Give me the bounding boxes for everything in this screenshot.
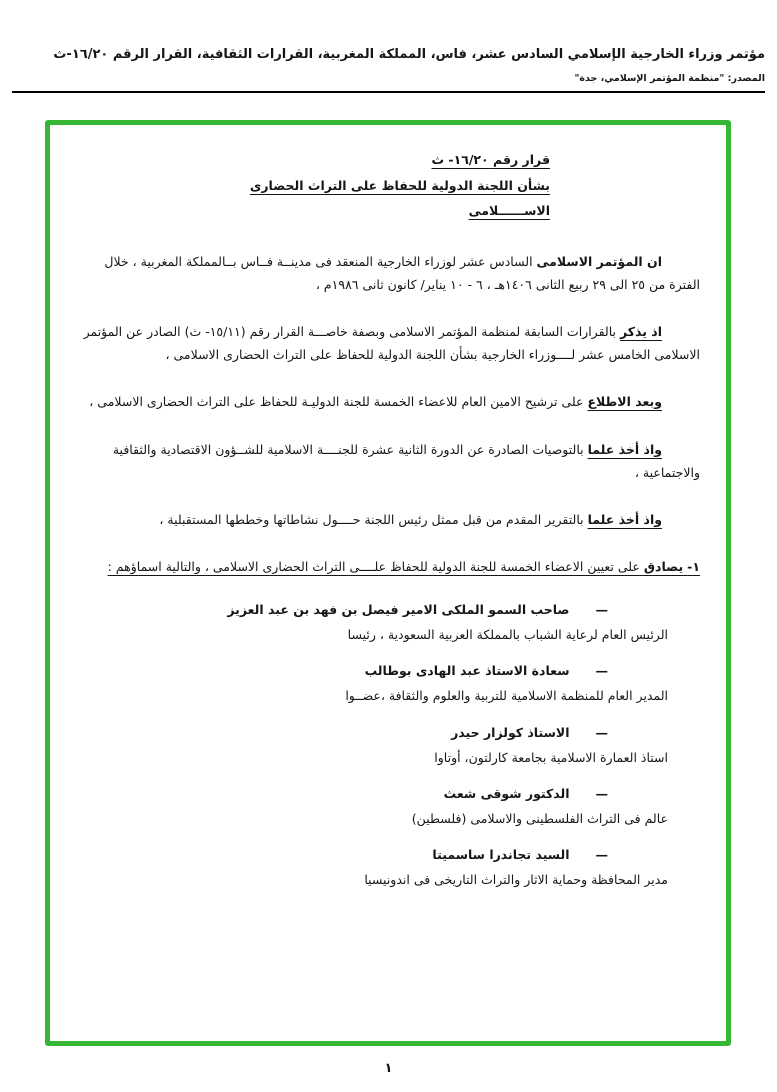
- member-item: [80, 598, 700, 646]
- paragraph-lead: ان المؤتمر الاسلامى: [536, 253, 662, 269]
- recommendations-paragraph: [80, 438, 700, 484]
- conference-header-title: مؤتمر وزراء الخارجية الإسلامي السادس عشر، فاس، المملكة المغربية، القرارات الثقافية، القرار الرقم ١٦/٢٠-ث: [53, 47, 765, 62]
- source-header-block: [0, 0, 777, 93]
- paragraph-text: بالتقرير المقدم من قبل ممثل رئيس اللجنة حــــول نشاطاتها وخططها المستقبلية ،: [159, 511, 584, 527]
- document-highlight-frame: [45, 120, 731, 1046]
- member-role: المدير العام للمنظمة الاسلامية للتربية والعلوم والثقافة ،عضــوا: [345, 688, 668, 704]
- paragraph-lead: وبعد الاطلاع: [587, 394, 662, 410]
- paragraph-text: بالتوصيات الصادرة عن الدورة الثانية عشرة للجنــــة الاسلامية للشــؤون الاقتصادية والثقافية والاجتماعية ،: [112, 441, 700, 480]
- member-item: [80, 721, 700, 769]
- dash-icon: —: [595, 602, 608, 617]
- report-paragraph: [80, 508, 700, 531]
- header-divider: [12, 91, 765, 93]
- member-name: الاستاذ كولزار حيدر: [451, 724, 570, 740]
- nomination-paragraph: [80, 390, 700, 413]
- resolution-subject-line-2: الاســــــلامى: [468, 203, 550, 219]
- paragraph-text: بالقرارات السابقة لمنظمة المؤتمر الاسلامى وبصفة خاصـــة القرار رقم (١٥/١١- ث) الصادر عن المؤتمر الاسلامى الخامس عشر لــــوزراء الخارجية بشأن اللجنة الدولية للحفاظ على التراث الحضارى الاسلامى ،: [83, 324, 700, 363]
- resolution-number-line: قرار رقم ١٦/٢٠- ث: [431, 152, 550, 167]
- resolution-body: [80, 147, 700, 891]
- member-item: [80, 843, 700, 891]
- page-number: ١: [384, 1061, 393, 1076]
- member-item: [80, 659, 700, 707]
- operative-clause: [80, 555, 700, 578]
- paragraph-text: على ترشيح الامين العام للاعضاء الخمسة للجنة الدوليـة للحفاظ على التراث الحضارى الاسلامى ،: [89, 394, 584, 410]
- member-name: سعادة الاستاذ عبد الهادى بوطالب: [364, 663, 570, 679]
- paragraph-lead: واذ أخذ علما: [587, 441, 662, 457]
- session-paragraph: [80, 250, 700, 296]
- member-role: عالم فى التراث الفلسطينى والاسلامى (فلسطين): [411, 810, 668, 826]
- source-attribution: المصدر: "منظمة المؤتمر الإسلامي، جدة": [574, 73, 765, 85]
- member-name: صاحب السمو الملكى الامير فيصل بن فهد بن عبد العزيز: [227, 602, 570, 617]
- dash-icon: —: [595, 847, 608, 862]
- recalling-paragraph: [80, 320, 700, 366]
- clause-number: ١-: [687, 558, 700, 574]
- dash-icon: —: [595, 724, 608, 740]
- paragraph-text: السادس عشر لوزراء الخارجية المنعقد فى مدينــة فــاس بــالمملكة المغربية ، خلال الفترة من ٢٥ الى ٢٩ ربيع الثانى ١٤٠٦هـ ، ٦ - ١٠ يناير/ كانون ثانى ١٩٨٦م ،: [104, 253, 700, 292]
- paragraph-lead: واذ أخذ علما: [587, 511, 662, 527]
- member-name: الدكتور شوقى شعث: [443, 785, 570, 801]
- member-item: [80, 782, 700, 830]
- paragraph-lead: اذ يذكر: [619, 324, 662, 340]
- clause-text: على تعيين الاعضاء الخمسة للجنة الدولية للحفاظ علــــى التراث الحضارى الاسلامى ، والتالية اسماؤهم :: [107, 558, 640, 574]
- resolution-subject-line: بشأن اللجنة الدولية للحفاظ على التراث الحضارى: [249, 177, 550, 193]
- resolution-title-block: [80, 147, 550, 224]
- dash-icon: —: [595, 785, 608, 801]
- member-role: مدير المحافظة وحماية الاثار والتراث التاريخى فى اندونيسيا: [364, 872, 668, 888]
- member-name: السيد تجاندرا ساسميتا: [432, 847, 570, 862]
- member-role: الرئيس العام لرعاية الشباب بالمملكة العربية السعودية ، رئيسا: [347, 627, 668, 643]
- clause-lead: يصادق: [643, 558, 684, 574]
- dash-icon: —: [595, 663, 608, 679]
- member-role: استاذ العمارة الاسلامية بجامعة كارلتون، أوتاوا: [434, 749, 668, 765]
